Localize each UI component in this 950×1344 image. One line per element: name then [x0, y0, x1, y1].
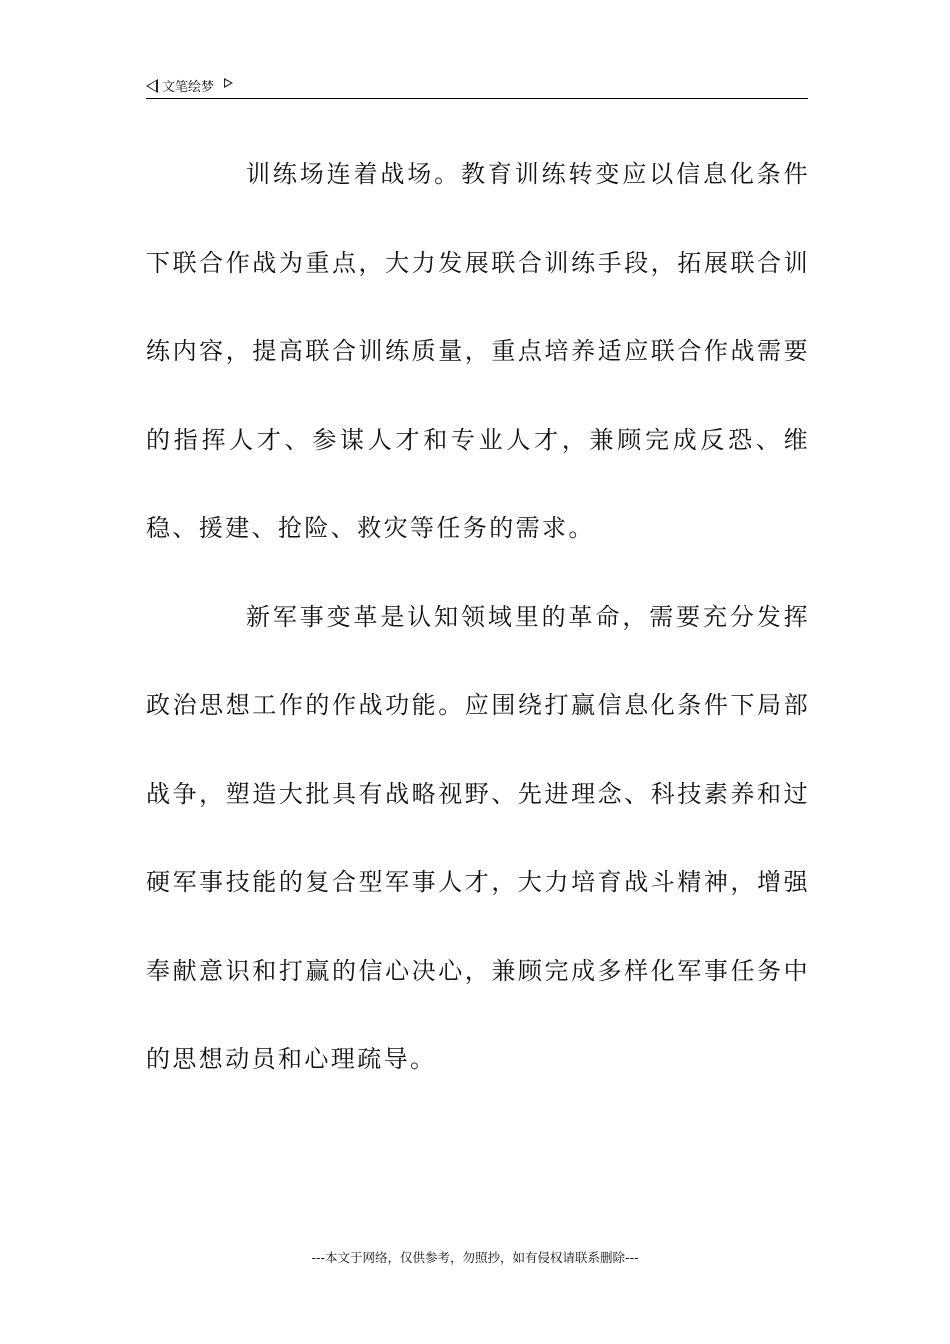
header-title: 文笔绘梦	[162, 80, 215, 95]
document-body	[146, 130, 810, 1104]
page-header	[146, 74, 808, 99]
footer-notice: ---本文于网络，仅供参考，勿照抄，如有侵权请联系删除---	[311, 1250, 639, 1265]
paragraph-1: 训练场连着战场。教育训练转变应以信息化条件下联合作战为重点，大力发展联合训练手段，拓展联合训练内容，提高联合训练质量，重点培养适应联合作战需要的指挥人才、参谋人才和专业人才，兼顾完成反恐、维稳、援建、抢险、救灾等任务的需求。	[146, 160, 810, 542]
left-triangle-icon	[146, 79, 158, 93]
paragraph-2: 新军事变革是认知领域里的革命，需要充分发挥政治思想工作的作战功能。应围绕打赢信息化条件下局部战争，塑造大批具有战略视野、先进理念、科技素养和过硬军事技能的复合型军事人才，大力培育战斗精神，增强奉献意识和打赢的信心决心，兼顾完成多样化军事任务中的思想动员和心理疏导。	[146, 602, 810, 1073]
header-title-group	[146, 76, 233, 95]
right-triangle-icon	[224, 78, 233, 88]
